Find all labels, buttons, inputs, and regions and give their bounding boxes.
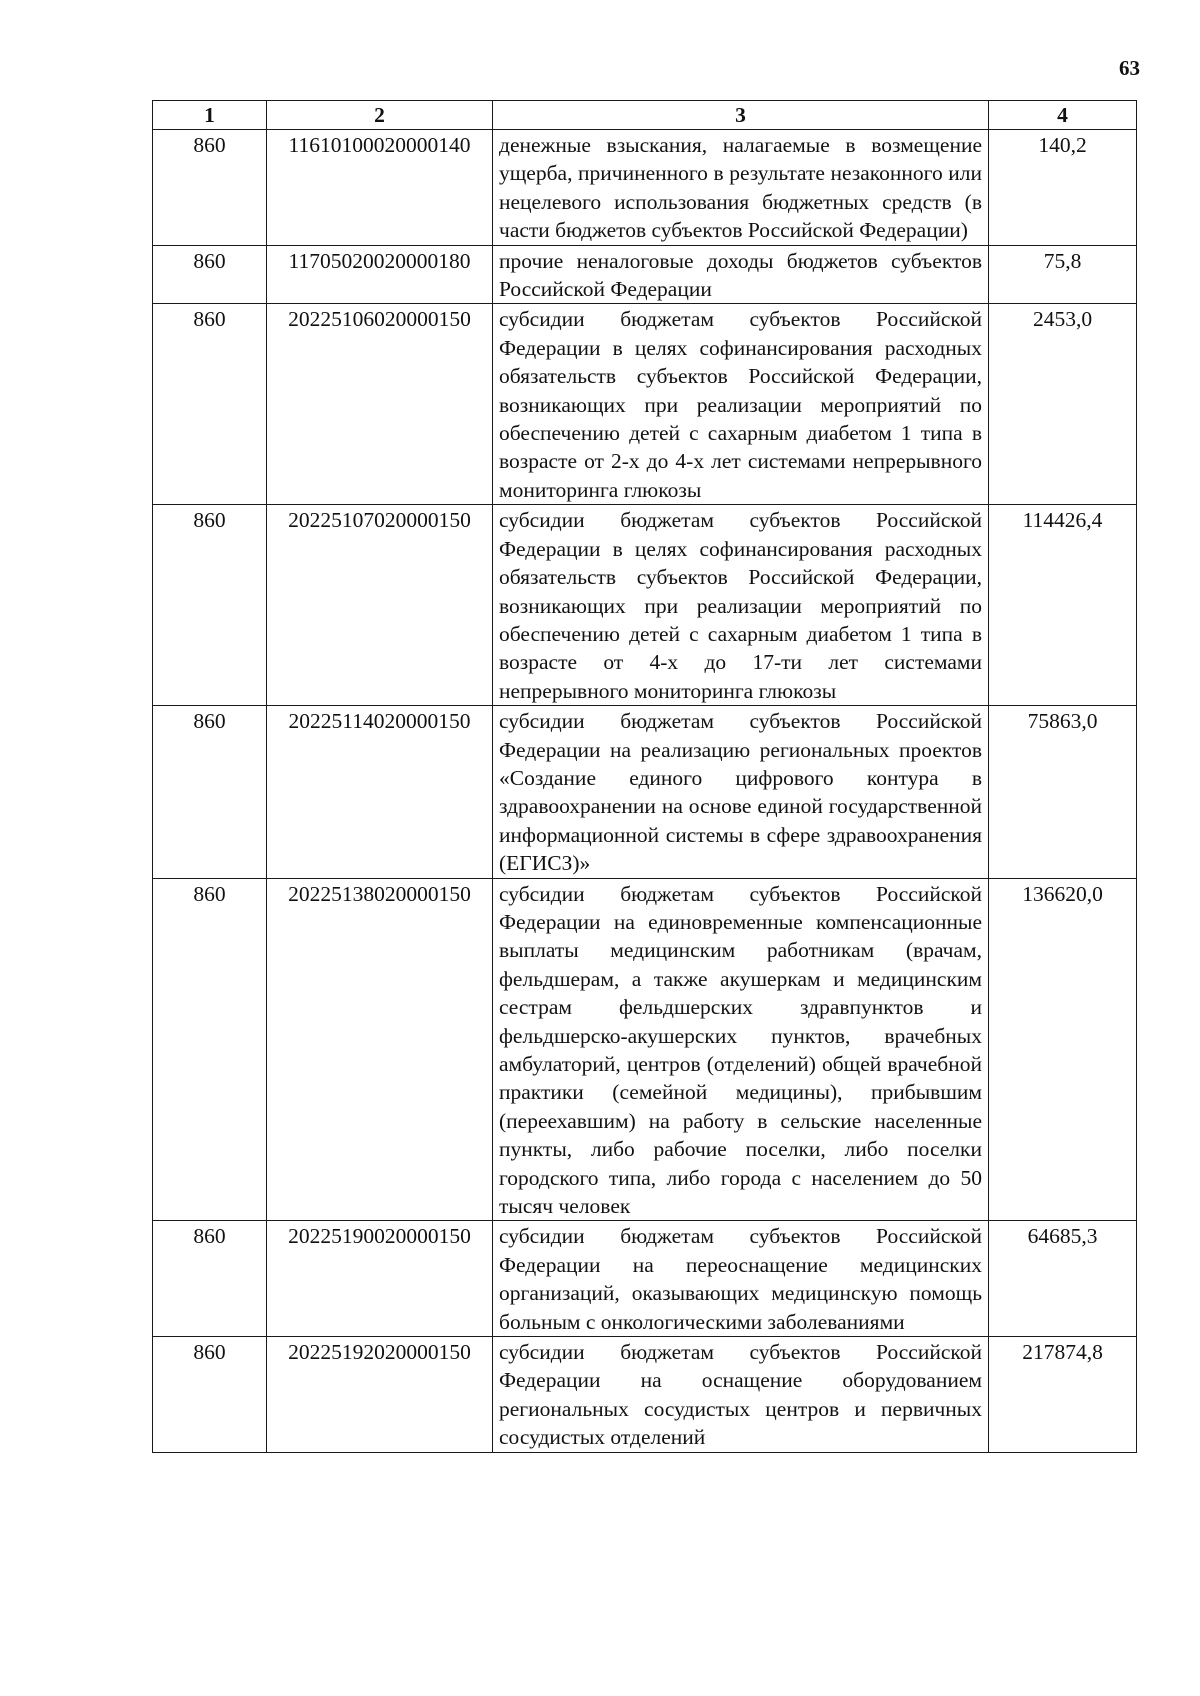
amount-cell: 217874,8 xyxy=(989,1337,1137,1453)
amount-cell: 2453,0 xyxy=(989,304,1137,505)
budget-code-cell: 20225106020000150 xyxy=(267,304,493,505)
table-row xyxy=(153,1337,1137,1453)
column-header-1: 1 xyxy=(153,101,267,130)
admin-code-cell: 860 xyxy=(153,304,267,505)
budget-code-cell: 20225107020000150 xyxy=(267,505,493,706)
revenue-name-cell: денежные взыскания, налагаемые в возмещение ущерба, причиненного в результате незаконного или нецелевого использования бюджетных средств (в части бюджетов субъектов Российской Федерации) xyxy=(493,130,989,246)
amount-cell: 140,2 xyxy=(989,130,1137,246)
admin-code-cell: 860 xyxy=(153,1337,267,1453)
admin-code-cell: 860 xyxy=(153,245,267,304)
admin-code-cell: 860 xyxy=(153,878,267,1221)
amount-cell: 64685,3 xyxy=(989,1221,1137,1337)
revenue-name-cell: субсидии бюджетам субъектов Российской Федерации на переоснащение медицинских организаций, оказывающих медицинскую помощь больным с онкологическими заболеваниями xyxy=(493,1221,989,1337)
budget-code-cell: 20225190020000150 xyxy=(267,1221,493,1337)
revenue-name-cell: субсидии бюджетам субъектов Российской Федерации на единовременные компенсационные выплаты медицинским работникам (врачам, фельдшерам, а также акушеркам и медицинским сестрам фельдшерских здравпунктов и фельдшерско-акушерских пунктов, врачебных амбулаторий, центров (отделений) общей врачебной практики (семейной медицины), прибывшим (переехавшим) на работу в сельские населенные пункты, либо рабочие поселки, либо поселки городского типа, либо города с населением до 50 тысяч человек xyxy=(493,878,989,1221)
revenue-name-cell: субсидии бюджетам субъектов Российской Федерации в целях софинансирования расходных обязательств субъектов Российской Федерации, возникающих при реализации мероприятий по обеспечению детей с сахарным диабетом 1 типа в возрасте от 4-х до 17-ти лет системами непрерывного мониторинга глюкозы xyxy=(493,505,989,706)
revenue-name-cell: субсидии бюджетам субъектов Российской Федерации на реализацию региональных проектов «Создание единого цифрового контура в здравоохранении на основе единой государственной информационной системы в сфере здравоохранения (ЕГИСЗ)» xyxy=(493,706,989,878)
table-row xyxy=(153,706,1137,878)
table-body xyxy=(153,130,1137,1453)
table-row xyxy=(153,245,1137,304)
admin-code-cell: 860 xyxy=(153,505,267,706)
table-row xyxy=(153,505,1137,706)
page-number: 63 xyxy=(1119,56,1140,80)
header-row xyxy=(153,101,1137,130)
table-row xyxy=(153,878,1137,1221)
admin-code-cell: 860 xyxy=(153,130,267,246)
amount-cell: 75,8 xyxy=(989,245,1137,304)
budget-code-cell: 11705020020000180 xyxy=(267,245,493,304)
amount-cell: 136620,0 xyxy=(989,878,1137,1221)
column-header-3: 3 xyxy=(493,101,989,130)
table-row xyxy=(153,1221,1137,1337)
table-row xyxy=(153,304,1137,505)
admin-code-cell: 860 xyxy=(153,1221,267,1337)
revenue-table xyxy=(152,100,1137,1453)
revenue-name-cell: субсидии бюджетам субъектов Российской Федерации на оснащение оборудованием региональных сосудистых центров и первичных сосудистых отделений xyxy=(493,1337,989,1453)
budget-code-cell: 20225114020000150 xyxy=(267,706,493,878)
amount-cell: 114426,4 xyxy=(989,505,1137,706)
budget-code-cell: 11610100020000140 xyxy=(267,130,493,246)
amount-cell: 75863,0 xyxy=(989,706,1137,878)
revenue-name-cell: прочие неналоговые доходы бюджетов субъектов Российской Федерации xyxy=(493,245,989,304)
table-header xyxy=(153,101,1137,130)
table-row xyxy=(153,130,1137,246)
budget-code-cell: 20225138020000150 xyxy=(267,878,493,1221)
column-header-4: 4 xyxy=(989,101,1137,130)
column-header-2: 2 xyxy=(267,101,493,130)
admin-code-cell: 860 xyxy=(153,706,267,878)
budget-code-cell: 20225192020000150 xyxy=(267,1337,493,1453)
revenue-name-cell: субсидии бюджетам субъектов Российской Федерации в целях софинансирования расходных обязательств субъектов Российской Федерации, возникающих при реализации мероприятий по обеспечению детей с сахарным диабетом 1 типа в возрасте от 2-х до 4-х лет системами непрерывного мониторинга глюкозы xyxy=(493,304,989,505)
